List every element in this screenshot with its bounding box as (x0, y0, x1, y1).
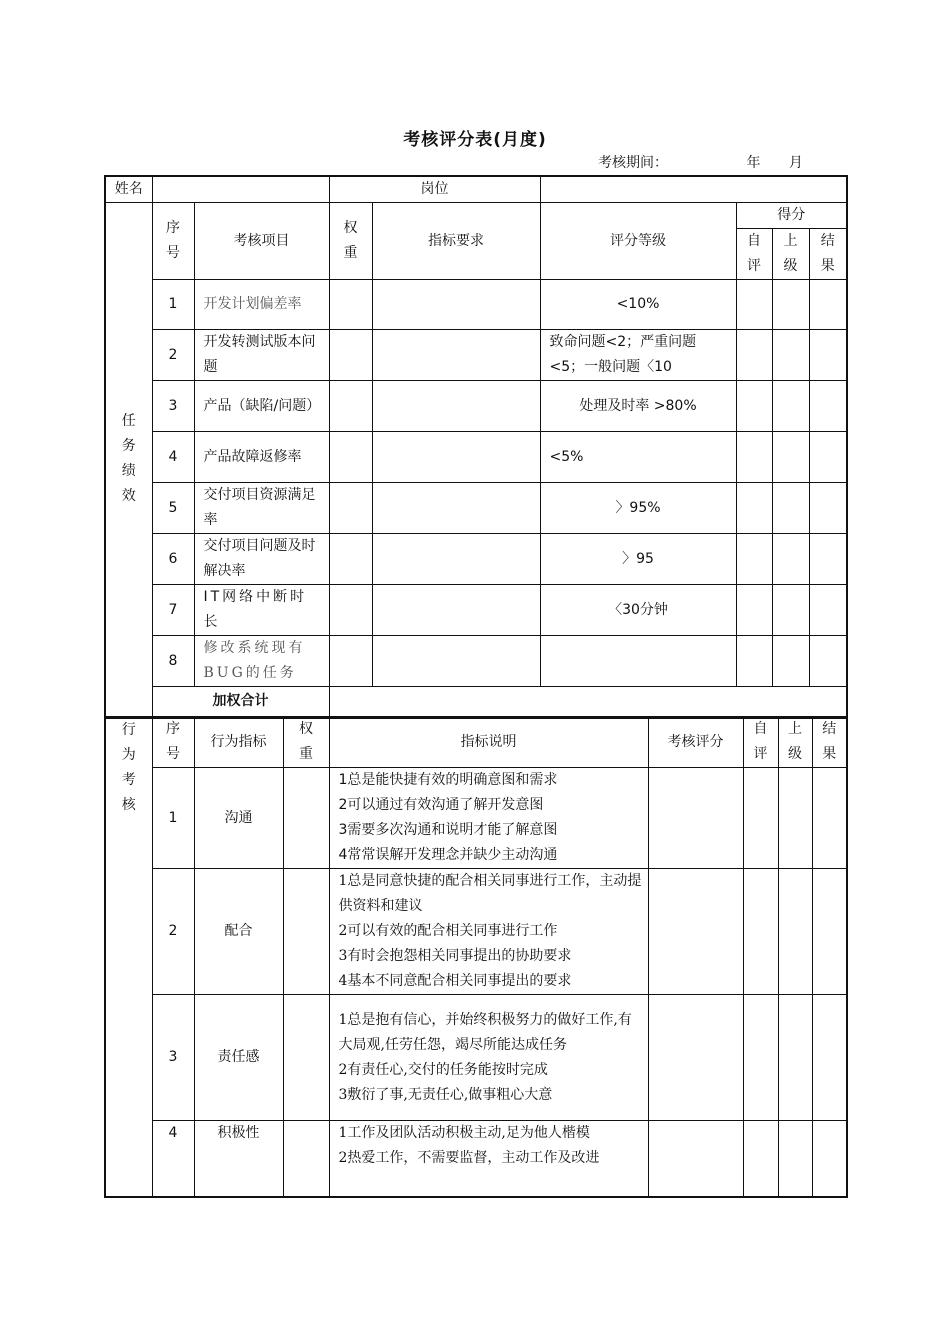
col-self: 自评 (753, 721, 768, 762)
name-field[interactable] (152, 176, 329, 203)
requirement-cell[interactable] (372, 432, 540, 483)
row-item: 交付项目问题及时解决率 (194, 534, 329, 585)
row-seq: 1 (152, 768, 194, 869)
description-line: 1总是抱有信心，并始终积极努力的做好工作,有大局观,任劳任怨，竭尽所能达成任务 (338, 1011, 632, 1053)
weight-cell[interactable] (283, 768, 329, 869)
result-cell[interactable] (809, 483, 847, 534)
row-item: 产品（缺陷/问题） (194, 381, 329, 432)
description-line: 1总是同意快捷的配合相关同事进行工作，主动提供资料和建议 (338, 873, 642, 914)
behavior-assessment-table (104, 716, 848, 1198)
self-score-cell[interactable] (736, 280, 772, 330)
behavior-section-label: 行为考核 (121, 722, 136, 813)
col-indicator: 行为指标 (194, 717, 283, 768)
col-superior: 上级 (783, 233, 798, 274)
weight-cell[interactable] (329, 585, 372, 636)
rating-cell[interactable] (648, 869, 743, 995)
col-result: 结果 (822, 721, 837, 762)
rating-cell[interactable] (648, 1121, 743, 1197)
form-title: 考核评分表(月度) (403, 130, 547, 150)
weight-cell[interactable] (283, 1121, 329, 1197)
description-cell (329, 1121, 648, 1197)
weighted-total-label: 加权合计 (152, 687, 329, 718)
result-cell[interactable] (809, 534, 847, 585)
row-seq: 4 (152, 1121, 194, 1197)
table-row (105, 768, 847, 869)
weight-cell[interactable] (283, 995, 329, 1121)
weight-cell[interactable] (329, 534, 372, 585)
weighted-total-field[interactable] (329, 687, 847, 718)
description-cell (329, 768, 648, 869)
self-score-cell[interactable] (743, 768, 778, 869)
row-grade: 处理及时率 >80% (540, 381, 736, 432)
description-line: 3敷衍了事,无责任心,做事粗心大意 (338, 1086, 553, 1103)
name-label: 姓名 (105, 176, 152, 203)
table-row (105, 1121, 847, 1197)
requirement-cell[interactable] (372, 280, 540, 330)
task-section-label-cell (105, 203, 152, 718)
requirement-cell[interactable] (372, 483, 540, 534)
table-row (105, 585, 847, 636)
row-item: 开发计划偏差率 (194, 280, 329, 330)
description-line: 1总是能快捷有效的明确意图和需求 (338, 772, 558, 788)
row-indicator: 配合 (194, 869, 283, 995)
description-line: 2有责任心,交付的任务能按时完成 (338, 1061, 548, 1078)
description-line: 2可以通过有效沟通了解开发意图 (338, 797, 544, 813)
row-item: 交付项目资源满足率 (194, 483, 329, 534)
row-grade: <5% (540, 432, 736, 483)
result-cell[interactable] (809, 432, 847, 483)
row-indicator: 责任感 (194, 995, 283, 1121)
superior-score-cell[interactable] (772, 381, 809, 432)
weight-cell[interactable] (329, 280, 372, 330)
superior-score-cell[interactable] (772, 534, 809, 585)
col-grade: 评分等级 (540, 203, 736, 280)
description-cell (329, 869, 648, 995)
table-row (105, 869, 847, 995)
description-line: 4常常误解开发理念并缺少主动沟通 (338, 847, 558, 863)
description-line: 3有时会抱怨相关同事提出的协助要求 (338, 948, 572, 964)
task-performance-table (104, 175, 848, 719)
row-seq: 2 (152, 869, 194, 995)
superior-score-cell[interactable] (772, 330, 809, 381)
self-score-cell[interactable] (736, 432, 772, 483)
row-grade: <10% (540, 280, 736, 330)
row-grade: 〉95% (540, 483, 736, 534)
row-seq: 5 (152, 483, 194, 534)
row-item: 产品故障返修率 (194, 432, 329, 483)
row-seq: 4 (152, 432, 194, 483)
superior-score-cell[interactable] (778, 768, 812, 869)
description-line: 2可以有效的配合相关同事进行工作 (338, 923, 558, 939)
table-row (105, 381, 847, 432)
row-seq: 3 (152, 381, 194, 432)
table-row (105, 483, 847, 534)
self-score-cell[interactable] (743, 1121, 778, 1197)
self-score-cell[interactable] (736, 381, 772, 432)
result-cell[interactable] (812, 768, 847, 869)
superior-score-cell[interactable] (772, 636, 809, 687)
result-cell[interactable] (812, 869, 847, 995)
col-weight: 权重 (343, 220, 358, 261)
row-grade: 〉95 (540, 534, 736, 585)
result-cell[interactable] (809, 585, 847, 636)
self-score-cell[interactable] (743, 869, 778, 995)
description-line: 2热爱工作，不需要监督，主动工作及改进 (338, 1150, 600, 1166)
row-item: 开发转测试版本问题 (194, 330, 329, 381)
row-seq: 1 (152, 280, 194, 330)
description-line: 1工作及团队活动积极主动,足为他人楷模 (338, 1125, 590, 1141)
table-row (105, 330, 847, 381)
superior-score-cell[interactable] (772, 432, 809, 483)
superior-score-cell[interactable] (778, 1121, 812, 1197)
superior-score-cell[interactable] (772, 483, 809, 534)
behavior-section-label-cell (105, 717, 152, 1197)
col-seq: 序号 (166, 721, 180, 762)
col-superior: 上级 (788, 721, 802, 762)
requirement-cell[interactable] (372, 330, 540, 381)
row-indicator: 积极性 (194, 1121, 283, 1197)
row-indicator: 沟通 (194, 768, 283, 869)
col-description: 指标说明 (329, 717, 648, 768)
table-row (105, 432, 847, 483)
result-cell[interactable] (812, 1121, 847, 1197)
self-score-cell[interactable] (736, 483, 772, 534)
row-seq: 3 (152, 995, 194, 1121)
result-cell[interactable] (809, 330, 847, 381)
result-cell[interactable] (812, 995, 847, 1121)
result-cell[interactable] (809, 636, 847, 687)
period-label: 考核期间： (598, 155, 668, 171)
rating-cell[interactable] (648, 995, 743, 1121)
rating-cell[interactable] (648, 768, 743, 869)
requirement-cell[interactable] (372, 381, 540, 432)
table-row (105, 280, 847, 330)
weight-cell[interactable] (283, 869, 329, 995)
row-grade: 致命问题<2；严重问题<5；一般问题〈10 (540, 330, 736, 381)
superior-score-cell[interactable] (772, 585, 809, 636)
period-month-label: 月 (788, 155, 803, 171)
row-seq: 2 (152, 330, 194, 381)
self-score-cell[interactable] (736, 330, 772, 381)
self-score-cell[interactable] (736, 534, 772, 585)
table-row (105, 534, 847, 585)
requirement-cell[interactable] (372, 534, 540, 585)
weight-cell[interactable] (329, 330, 372, 381)
assessment-period (598, 152, 803, 172)
table-row (105, 995, 847, 1121)
row-item: 修改系统现有BUG的任务 (194, 636, 329, 687)
description-line: 4基本不同意配合相关同事提出的要求 (338, 973, 572, 989)
row-grade (540, 636, 736, 687)
col-score: 得分 (736, 203, 847, 229)
row-seq: 8 (152, 636, 194, 687)
weight-cell[interactable] (329, 432, 372, 483)
position-field[interactable] (540, 176, 847, 203)
row-grade: 〈30分钟 (540, 585, 736, 636)
row-item: IT网络中断时长 (194, 585, 329, 636)
col-item: 考核项目 (194, 203, 329, 280)
col-result: 结果 (820, 233, 835, 274)
self-score-cell[interactable] (736, 585, 772, 636)
requirement-cell[interactable] (372, 585, 540, 636)
period-year-label: 年 (746, 155, 761, 171)
description-cell (329, 995, 648, 1121)
col-self: 自评 (747, 233, 761, 274)
self-score-cell[interactable] (736, 636, 772, 687)
col-weight: 权重 (299, 721, 313, 762)
table-row (105, 636, 847, 687)
weight-cell[interactable] (329, 381, 372, 432)
col-rating: 考核评分 (648, 717, 743, 768)
weight-cell[interactable] (329, 636, 372, 687)
superior-score-cell[interactable] (778, 869, 812, 995)
superior-score-cell[interactable] (778, 995, 812, 1121)
superior-score-cell[interactable] (772, 280, 809, 330)
col-seq: 序号 (166, 220, 180, 261)
result-cell[interactable] (809, 280, 847, 330)
result-cell[interactable] (809, 381, 847, 432)
requirement-cell[interactable] (372, 636, 540, 687)
col-requirement: 指标要求 (372, 203, 540, 280)
self-score-cell[interactable] (743, 995, 778, 1121)
weight-cell[interactable] (329, 483, 372, 534)
row-seq: 7 (152, 585, 194, 636)
position-label: 岗位 (329, 176, 540, 203)
description-line: 3需要多次沟通和说明才能了解意图 (338, 822, 558, 838)
task-section-label: 任务绩效 (121, 413, 136, 504)
row-seq: 6 (152, 534, 194, 585)
